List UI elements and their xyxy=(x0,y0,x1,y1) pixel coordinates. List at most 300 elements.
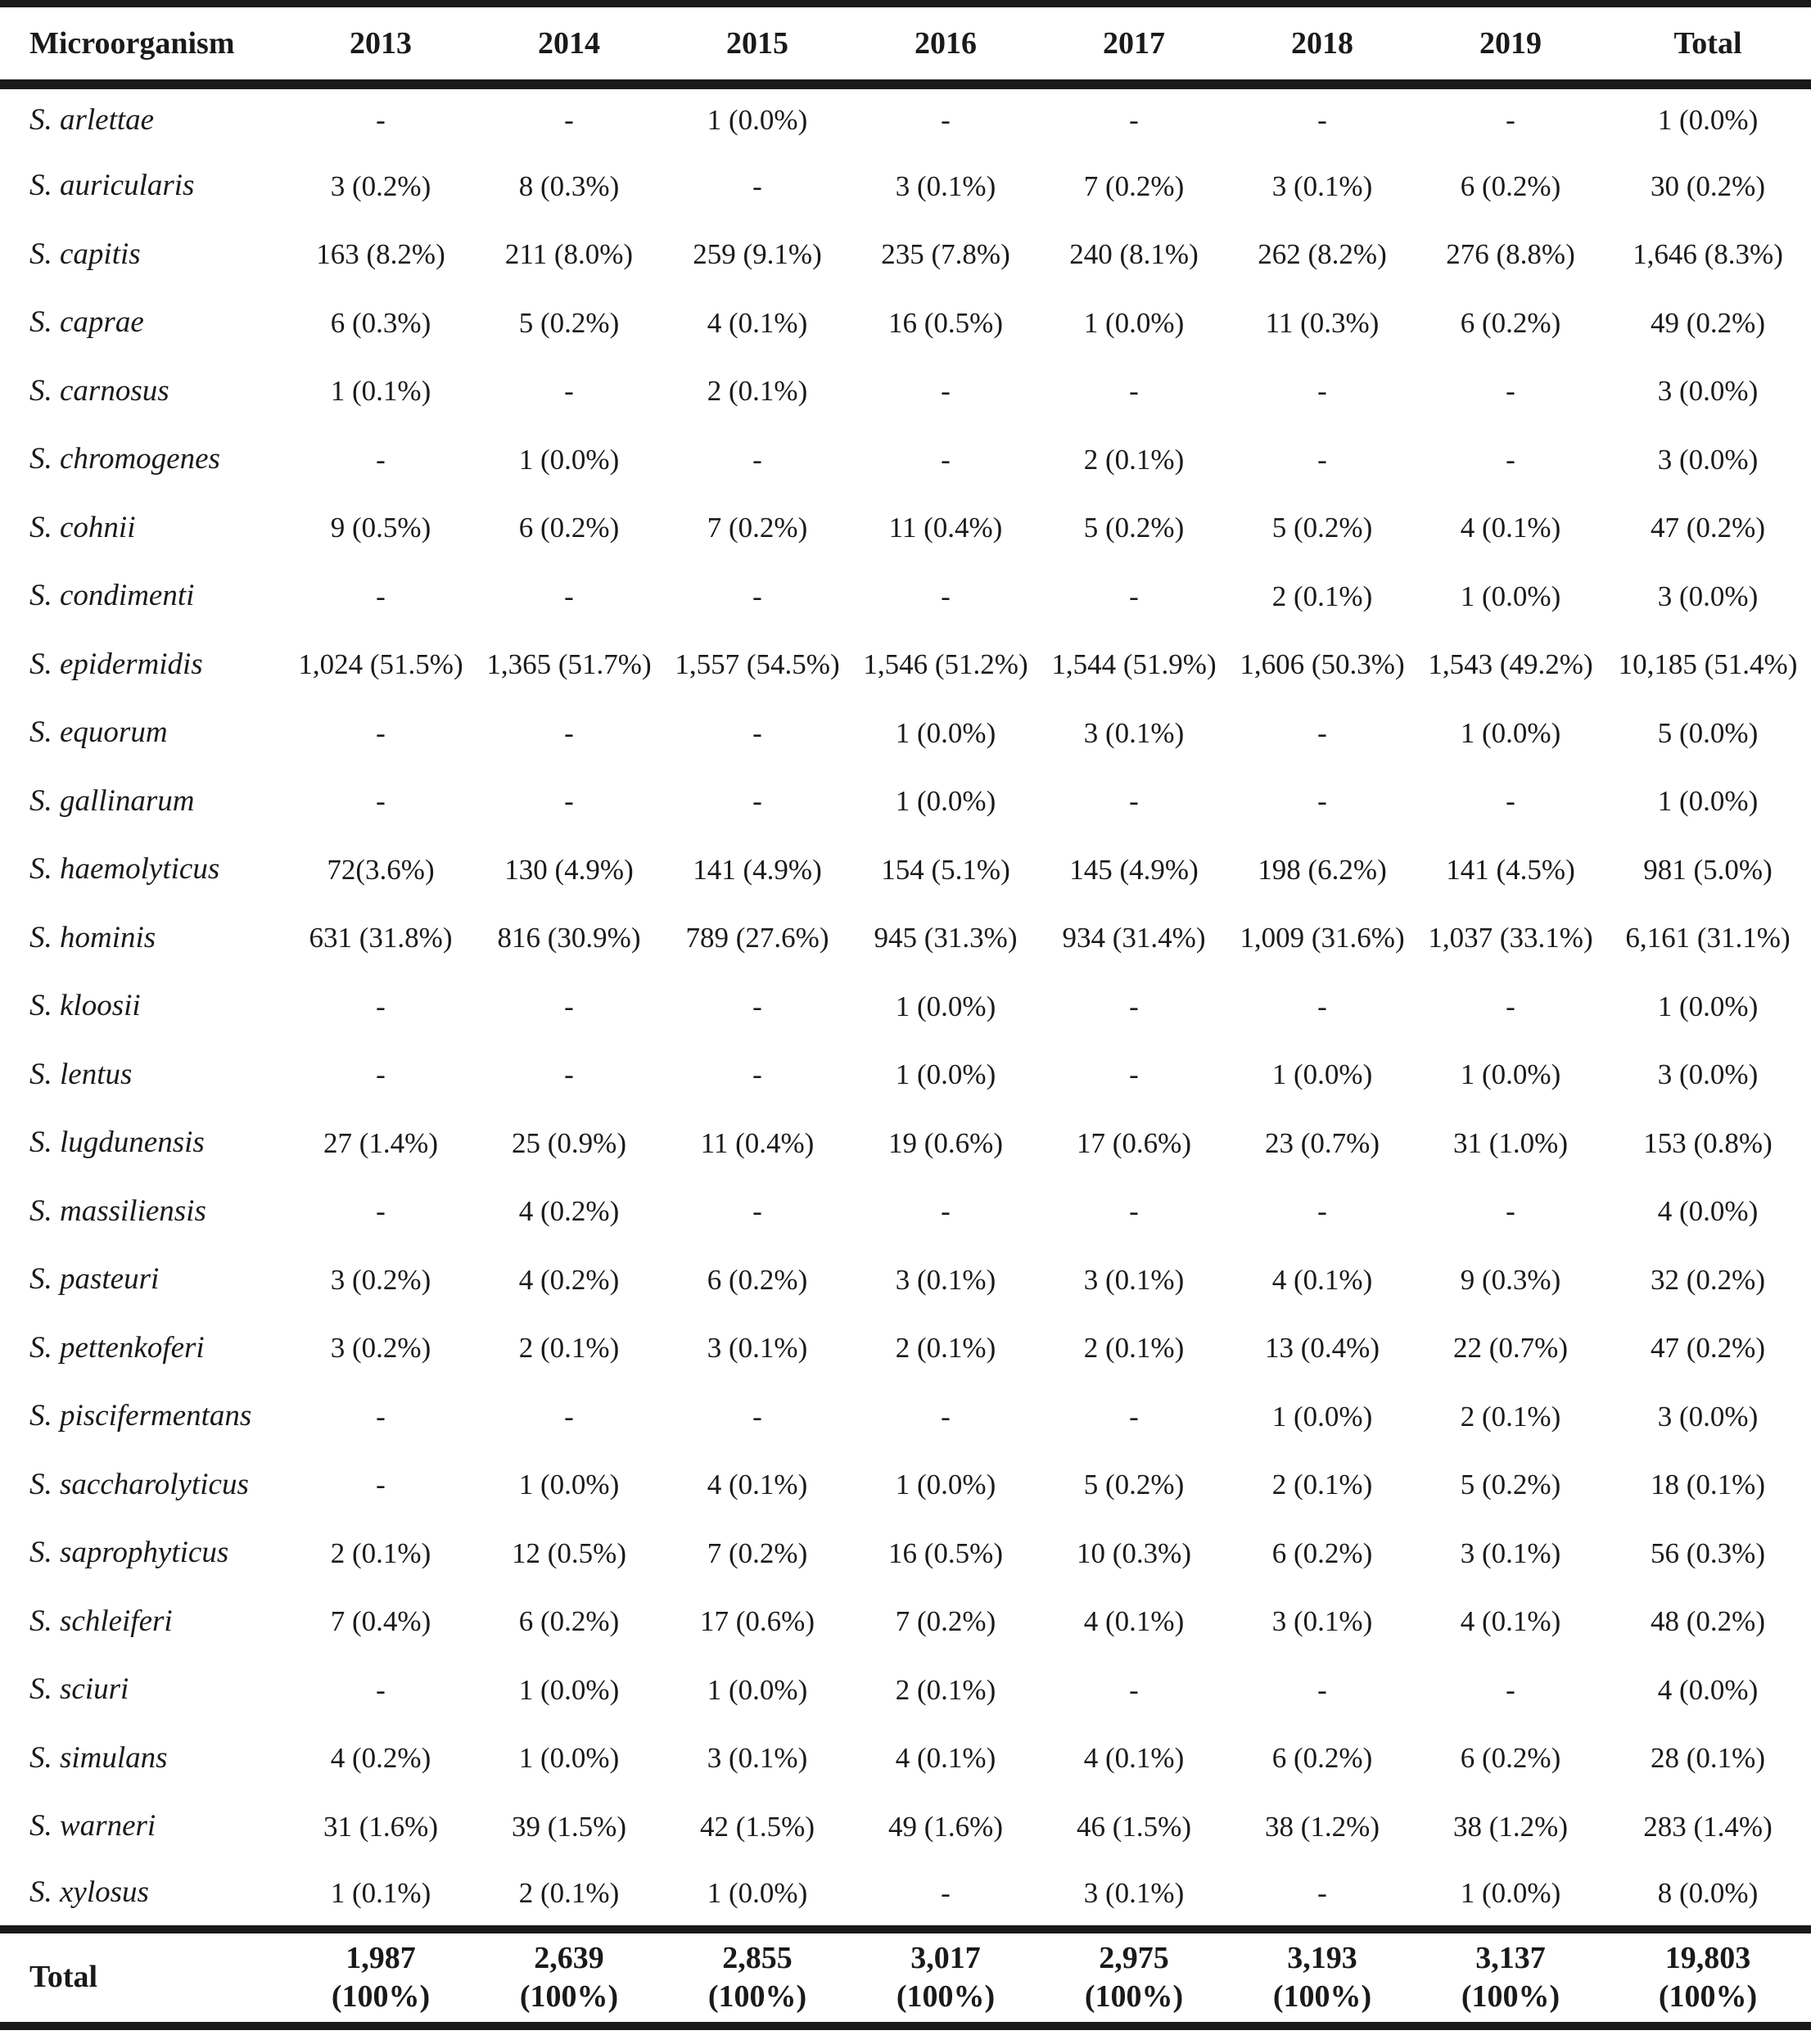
year-cell: 17 (0.6%) xyxy=(700,1605,815,1638)
year-cell: 141 (4.9%) xyxy=(693,853,822,886)
grand-total-cell xyxy=(287,1929,475,2026)
total-count: 1,987 xyxy=(345,1940,416,1975)
total-count: 2,975 xyxy=(1099,1940,1169,1975)
column-header-microorganism: Microorganism xyxy=(0,4,287,84)
row-total-cell: 49 (0.2%) xyxy=(1651,306,1765,339)
column-header-2015: 2015 xyxy=(663,4,851,84)
organism-name: S. schleiferi xyxy=(29,1604,173,1638)
year-cell: 1 (0.0%) xyxy=(1460,1058,1561,1091)
year-cell: 1 (0.0%) xyxy=(1083,306,1185,339)
year-cell: 39 (1.5%) xyxy=(512,1810,626,1843)
organism-name: S. sciuri xyxy=(29,1672,129,1707)
year-cell: - xyxy=(564,1058,574,1091)
year-cell: 38 (1.2%) xyxy=(1453,1810,1568,1843)
year-cell: 1,557 (54.5%) xyxy=(675,648,840,681)
year-cell: 6 (0.2%) xyxy=(1460,169,1561,202)
table-row xyxy=(0,1246,1811,1315)
year-cell: 2 (0.1%) xyxy=(1083,443,1185,476)
year-cell: - xyxy=(564,580,574,612)
row-total-cell: 4 (0.0%) xyxy=(1657,1673,1759,1706)
year-cell: - xyxy=(376,443,386,476)
year-cell: 1 (0.0%) xyxy=(1460,580,1561,612)
year-cell: 1 (0.0%) xyxy=(707,104,808,137)
year-cell: 2 (0.1%) xyxy=(1460,1400,1561,1433)
year-cell: 11 (0.4%) xyxy=(888,512,1003,544)
year-cell: - xyxy=(376,1058,386,1091)
year-cell: 3 (0.1%) xyxy=(707,1332,808,1365)
table-row xyxy=(0,836,1811,905)
year-cell: 2 (0.1%) xyxy=(518,1876,620,1909)
row-total-cell: 153 (0.8%) xyxy=(1643,1126,1773,1159)
organism-name: S. lentus xyxy=(29,1057,133,1091)
year-cell: 22 (0.7%) xyxy=(1453,1332,1568,1365)
year-cell: 25 (0.9%) xyxy=(512,1126,626,1159)
organism-name: S. pettenkoferi xyxy=(29,1330,205,1365)
year-cell: 5 (0.2%) xyxy=(1083,512,1185,544)
year-cell: - xyxy=(752,443,762,476)
table-row xyxy=(0,426,1811,494)
year-cell: - xyxy=(1129,1195,1139,1228)
year-cell: - xyxy=(941,375,951,408)
year-cell: - xyxy=(376,1400,386,1433)
year-cell: - xyxy=(1317,1673,1327,1706)
table-row xyxy=(0,631,1811,700)
organism-name: S. massiliensis xyxy=(29,1193,206,1228)
year-cell: 72(3.6%) xyxy=(327,853,435,886)
year-cell: - xyxy=(1317,990,1327,1022)
total-percent: (100%) xyxy=(896,1979,996,2014)
total-percent: (100%) xyxy=(331,1979,431,2014)
year-cell: 5 (0.2%) xyxy=(518,306,620,339)
year-cell: 2 (0.1%) xyxy=(1083,1332,1185,1365)
table-row xyxy=(0,699,1811,768)
total-percent: (100%) xyxy=(1461,1979,1560,2014)
year-cell: 6 (0.2%) xyxy=(518,512,620,544)
year-cell: 2 (0.1%) xyxy=(330,1536,431,1569)
year-cell: - xyxy=(564,1400,574,1433)
year-cell: 6 (0.2%) xyxy=(1271,1742,1373,1775)
year-cell: - xyxy=(564,785,574,818)
year-cell: - xyxy=(1129,1673,1139,1706)
table-row xyxy=(0,1041,1811,1110)
row-total-cell: 28 (0.1%) xyxy=(1651,1742,1765,1775)
year-cell: 198 (6.2%) xyxy=(1258,853,1387,886)
year-cell: 1 (0.1%) xyxy=(330,1876,431,1909)
year-cell: - xyxy=(376,990,386,1022)
year-cell: 2 (0.1%) xyxy=(518,1332,620,1365)
year-cell: 1,543 (49.2%) xyxy=(1428,648,1593,681)
year-cell: 259 (9.1%) xyxy=(693,238,822,271)
year-cell: - xyxy=(1129,104,1139,137)
year-cell: - xyxy=(941,443,951,476)
year-cell: - xyxy=(376,1673,386,1706)
table-row xyxy=(0,152,1811,221)
column-header-2017: 2017 xyxy=(1040,4,1228,84)
year-cell: 7 (0.2%) xyxy=(707,512,808,544)
organism-name: S. warneri xyxy=(29,1809,156,1843)
total-row xyxy=(0,1929,1811,2026)
year-cell: - xyxy=(752,1195,762,1228)
year-cell: 7 (0.2%) xyxy=(1083,169,1185,202)
year-cell: 19 (0.6%) xyxy=(888,1126,1003,1159)
total-percent: (100%) xyxy=(1658,1979,1758,2014)
year-cell: - xyxy=(564,990,574,1022)
year-cell: - xyxy=(564,375,574,408)
year-cell: 5 (0.2%) xyxy=(1460,1469,1561,1501)
table-row xyxy=(0,1383,1811,1451)
year-cell: 1 (0.0%) xyxy=(707,1876,808,1909)
year-cell: - xyxy=(376,785,386,818)
year-cell: - xyxy=(1317,785,1327,818)
organism-name: S. chromogenes xyxy=(29,442,220,476)
year-cell: 1 (0.0%) xyxy=(518,443,620,476)
table-body xyxy=(0,84,1811,1930)
year-cell: - xyxy=(941,104,951,137)
year-cell: 7 (0.2%) xyxy=(895,1605,996,1638)
table-row xyxy=(0,1178,1811,1247)
total-count: 3,017 xyxy=(910,1940,981,1975)
year-cell: - xyxy=(752,785,762,818)
organism-name: S. epidermidis xyxy=(29,647,203,681)
total-percent: (100%) xyxy=(707,1979,807,2014)
table-row xyxy=(0,905,1811,973)
year-cell: 2 (0.1%) xyxy=(1271,1469,1373,1501)
total-count: 3,137 xyxy=(1475,1940,1546,1975)
year-cell: 2 (0.1%) xyxy=(707,375,808,408)
year-cell: 1 (0.1%) xyxy=(330,375,431,408)
year-cell: - xyxy=(1506,990,1515,1022)
table-row xyxy=(0,1861,1811,1930)
table-footer xyxy=(0,1929,1811,2026)
year-cell: 9 (0.3%) xyxy=(1460,1263,1561,1296)
year-cell: - xyxy=(1317,443,1327,476)
table-row xyxy=(0,1793,1811,1861)
year-cell: 141 (4.5%) xyxy=(1446,853,1575,886)
organism-name: S. arlettae xyxy=(29,102,155,137)
year-cell: 1 (0.0%) xyxy=(1460,1876,1561,1909)
column-header-total: Total xyxy=(1605,4,1811,84)
year-cell: - xyxy=(941,580,951,612)
year-cell: 4 (0.2%) xyxy=(330,1742,431,1775)
year-cell: 6 (0.2%) xyxy=(1271,1536,1373,1569)
year-cell: - xyxy=(1317,104,1327,137)
organism-name: S. hominis xyxy=(29,920,156,954)
organism-name: S. capitis xyxy=(29,237,141,271)
row-total-cell: 1 (0.0%) xyxy=(1657,104,1759,137)
year-cell: - xyxy=(941,1195,951,1228)
year-cell: 1,009 (31.6%) xyxy=(1240,922,1405,954)
year-cell: 23 (0.7%) xyxy=(1265,1126,1380,1159)
year-cell: 1,544 (51.9%) xyxy=(1051,648,1217,681)
year-cell: 3 (0.1%) xyxy=(1083,716,1185,749)
year-cell: 3 (0.1%) xyxy=(1083,1263,1185,1296)
row-total-cell: 30 (0.2%) xyxy=(1651,169,1765,202)
year-cell: 1 (0.0%) xyxy=(707,1673,808,1706)
year-cell: - xyxy=(1506,375,1515,408)
year-cell: - xyxy=(1129,375,1139,408)
year-cell: 3 (0.1%) xyxy=(1083,1876,1185,1909)
row-total-cell: 3 (0.0%) xyxy=(1657,580,1759,612)
year-cell: 4 (0.1%) xyxy=(895,1742,996,1775)
organism-name: S. carnosus xyxy=(29,373,169,408)
column-header-2019: 2019 xyxy=(1416,4,1605,84)
organism-name: S. equorum xyxy=(29,715,168,750)
row-total-cell: 8 (0.0%) xyxy=(1657,1876,1759,1909)
organism-name: S. saprophyticus xyxy=(29,1536,229,1570)
grand-total-cell xyxy=(851,1929,1040,2026)
year-cell: 3 (0.1%) xyxy=(1460,1536,1561,1569)
row-total-cell: 47 (0.2%) xyxy=(1651,1332,1765,1365)
year-cell: 4 (0.1%) xyxy=(1460,512,1561,544)
table-row xyxy=(0,1588,1811,1657)
year-cell: - xyxy=(1506,1673,1515,1706)
year-cell: - xyxy=(752,990,762,1022)
year-cell: - xyxy=(941,1876,951,1909)
year-cell: 42 (1.5%) xyxy=(700,1810,815,1843)
year-cell: 154 (5.1%) xyxy=(881,853,1010,886)
year-cell: 6 (0.2%) xyxy=(707,1263,808,1296)
column-header-2014: 2014 xyxy=(475,4,663,84)
organism-name: S. kloosii xyxy=(29,989,141,1023)
organism-name: S. xylosus xyxy=(29,1875,149,1910)
year-cell: 13 (0.4%) xyxy=(1265,1332,1380,1365)
table-row xyxy=(0,972,1811,1041)
year-cell: 16 (0.5%) xyxy=(888,306,1003,339)
grand-total-cell xyxy=(1228,1929,1416,2026)
year-cell: - xyxy=(1129,580,1139,612)
table-row xyxy=(0,768,1811,837)
organism-name: S. simulans xyxy=(29,1740,168,1775)
year-cell: - xyxy=(1129,785,1139,818)
header-row xyxy=(0,4,1811,84)
grand-total-cell xyxy=(1040,1929,1228,2026)
year-cell: 145 (4.9%) xyxy=(1069,853,1199,886)
organism-name: S. saccharolyticus xyxy=(29,1467,249,1501)
year-cell: 1 (0.0%) xyxy=(1460,716,1561,749)
year-cell: - xyxy=(564,716,574,749)
column-header-2013: 2013 xyxy=(287,4,475,84)
year-cell: 4 (0.1%) xyxy=(1083,1605,1185,1638)
total-label: Total xyxy=(0,1929,287,2026)
year-cell: 12 (0.5%) xyxy=(512,1536,626,1569)
total-count: 2,639 xyxy=(534,1940,604,1975)
year-cell: 945 (31.3%) xyxy=(874,922,1018,954)
year-cell: 816 (30.9%) xyxy=(497,922,641,954)
year-cell: 1 (0.0%) xyxy=(518,1673,620,1706)
year-cell: - xyxy=(376,580,386,612)
year-cell: - xyxy=(1317,716,1327,749)
row-total-cell: 18 (0.1%) xyxy=(1651,1469,1765,1501)
year-cell: 16 (0.5%) xyxy=(888,1536,1003,1569)
row-total-cell: 4 (0.0%) xyxy=(1657,1195,1759,1228)
year-cell: - xyxy=(752,1058,762,1091)
organism-name: S. pasteuri xyxy=(29,1262,160,1297)
year-cell: - xyxy=(1506,104,1515,137)
year-cell: 6 (0.2%) xyxy=(1460,306,1561,339)
year-cell: 38 (1.2%) xyxy=(1265,1810,1380,1843)
year-cell: 3 (0.1%) xyxy=(895,169,996,202)
year-cell: 163 (8.2%) xyxy=(316,238,445,271)
year-cell: 934 (31.4%) xyxy=(1062,922,1206,954)
table-row xyxy=(0,1725,1811,1794)
row-total-cell: 1,646 (8.3%) xyxy=(1633,238,1783,271)
year-cell: 3 (0.1%) xyxy=(707,1742,808,1775)
table-row xyxy=(0,221,1811,290)
year-cell: 240 (8.1%) xyxy=(1069,238,1199,271)
year-cell: 4 (0.1%) xyxy=(1460,1605,1561,1638)
year-cell: 1 (0.0%) xyxy=(895,785,996,818)
organism-name: S. haemolyticus xyxy=(29,852,220,887)
year-cell: - xyxy=(1506,785,1515,818)
year-cell: 3 (0.2%) xyxy=(330,1332,431,1365)
row-total-cell: 3 (0.0%) xyxy=(1657,1400,1759,1433)
year-cell: 1 (0.0%) xyxy=(895,716,996,749)
year-cell: - xyxy=(941,1400,951,1433)
year-cell: - xyxy=(752,716,762,749)
row-total-cell: 47 (0.2%) xyxy=(1651,512,1765,544)
year-cell: 1,024 (51.5%) xyxy=(298,648,463,681)
organism-name: S. cohnii xyxy=(29,510,136,544)
year-cell: 7 (0.2%) xyxy=(707,1536,808,1569)
total-count: 2,855 xyxy=(722,1940,793,1975)
year-cell: 11 (0.3%) xyxy=(1265,306,1380,339)
year-cell: - xyxy=(1317,375,1327,408)
total-count: 19,803 xyxy=(1664,1940,1751,1975)
table-row xyxy=(0,358,1811,426)
year-cell: 3 (0.1%) xyxy=(895,1263,996,1296)
year-cell: - xyxy=(1317,1195,1327,1228)
year-cell: - xyxy=(564,104,574,137)
year-cell: - xyxy=(376,1195,386,1228)
table-row xyxy=(0,1451,1811,1520)
year-cell: 789 (27.6%) xyxy=(685,922,829,954)
year-cell: 631 (31.8%) xyxy=(309,922,453,954)
row-total-cell: 32 (0.2%) xyxy=(1651,1263,1765,1296)
table-row xyxy=(0,1315,1811,1383)
year-cell: - xyxy=(1129,990,1139,1022)
year-cell: 4 (0.2%) xyxy=(518,1195,620,1228)
year-cell: 31 (1.6%) xyxy=(323,1810,438,1843)
row-total-cell: 48 (0.2%) xyxy=(1651,1605,1765,1638)
table-header xyxy=(0,4,1811,84)
year-cell: 1 (0.0%) xyxy=(1271,1400,1373,1433)
row-total-cell: 1 (0.0%) xyxy=(1657,785,1759,818)
total-percent: (100%) xyxy=(1084,1979,1184,2014)
year-cell: 3 (0.1%) xyxy=(1271,169,1373,202)
year-cell: 5 (0.2%) xyxy=(1271,512,1373,544)
year-cell: 1 (0.0%) xyxy=(518,1742,620,1775)
year-cell: - xyxy=(1129,1400,1139,1433)
organism-name: S. caprae xyxy=(29,305,144,340)
row-total-cell: 3 (0.0%) xyxy=(1657,1058,1759,1091)
row-total-cell: 56 (0.3%) xyxy=(1651,1536,1765,1569)
row-total-cell: 6,161 (31.1%) xyxy=(1625,922,1791,954)
year-cell: 130 (4.9%) xyxy=(504,853,634,886)
year-cell: 262 (8.2%) xyxy=(1258,238,1387,271)
row-total-cell: 981 (5.0%) xyxy=(1643,853,1773,886)
year-cell: 6 (0.2%) xyxy=(518,1605,620,1638)
year-cell: 2 (0.1%) xyxy=(895,1673,996,1706)
row-total-cell: 10,185 (51.4%) xyxy=(1618,648,1798,681)
organism-name: S. auricularis xyxy=(29,169,195,203)
table-row xyxy=(0,1109,1811,1178)
year-cell: - xyxy=(752,169,762,202)
table-row xyxy=(0,562,1811,631)
year-cell: 10 (0.3%) xyxy=(1077,1536,1191,1569)
year-cell: 1,365 (51.7%) xyxy=(486,648,652,681)
table-row xyxy=(0,1656,1811,1725)
grand-total-cell xyxy=(475,1929,663,2026)
total-percent: (100%) xyxy=(519,1979,619,2014)
year-cell: 4 (0.1%) xyxy=(1271,1263,1373,1296)
year-cell: 1,606 (50.3%) xyxy=(1240,648,1405,681)
year-cell: 8 (0.3%) xyxy=(518,169,620,202)
row-total-cell: 1 (0.0%) xyxy=(1657,990,1759,1022)
year-cell: - xyxy=(1506,443,1515,476)
total-percent: (100%) xyxy=(1272,1979,1372,2014)
row-total-cell: 3 (0.0%) xyxy=(1657,375,1759,408)
year-cell: 11 (0.4%) xyxy=(700,1126,815,1159)
year-cell: 4 (0.1%) xyxy=(707,1469,808,1501)
year-cell: 46 (1.5%) xyxy=(1077,1810,1191,1843)
year-cell: 17 (0.6%) xyxy=(1077,1126,1191,1159)
year-cell: 1 (0.0%) xyxy=(895,1469,996,1501)
row-total-cell: 5 (0.0%) xyxy=(1657,716,1759,749)
year-cell: 3 (0.2%) xyxy=(330,1263,431,1296)
table-row xyxy=(0,289,1811,358)
year-cell: 3 (0.2%) xyxy=(330,169,431,202)
year-cell: - xyxy=(376,716,386,749)
year-cell: 7 (0.4%) xyxy=(330,1605,431,1638)
year-cell: 2 (0.1%) xyxy=(1271,580,1373,612)
year-cell: - xyxy=(1129,1058,1139,1091)
grand-total-cell xyxy=(1416,1929,1605,2026)
year-cell: 4 (0.2%) xyxy=(518,1263,620,1296)
year-cell: 276 (8.8%) xyxy=(1446,238,1575,271)
year-cell: - xyxy=(752,580,762,612)
year-cell: - xyxy=(752,1400,762,1433)
year-cell: 4 (0.1%) xyxy=(707,306,808,339)
year-cell: - xyxy=(376,104,386,137)
table-row xyxy=(0,494,1811,563)
year-cell: 1 (0.0%) xyxy=(1271,1058,1373,1091)
year-cell: 4 (0.1%) xyxy=(1083,1742,1185,1775)
year-cell: 211 (8.0%) xyxy=(504,238,634,271)
year-cell: 6 (0.2%) xyxy=(1460,1742,1561,1775)
year-cell: 1,546 (51.2%) xyxy=(863,648,1028,681)
year-cell: 1 (0.0%) xyxy=(895,1058,996,1091)
organism-name: S. gallinarum xyxy=(29,783,195,818)
organism-name: S. piscifermentans xyxy=(29,1399,252,1433)
year-cell: 5 (0.2%) xyxy=(1083,1469,1185,1501)
organism-name: S. condimenti xyxy=(29,579,195,613)
organism-name: S. lugdunensis xyxy=(29,1126,205,1160)
year-cell: 235 (7.8%) xyxy=(881,238,1010,271)
year-cell: - xyxy=(376,1469,386,1501)
column-header-2016: 2016 xyxy=(851,4,1040,84)
table-row xyxy=(0,84,1811,153)
year-cell: 27 (1.4%) xyxy=(323,1126,438,1159)
year-cell: 1,037 (33.1%) xyxy=(1428,922,1593,954)
year-cell: - xyxy=(1506,1195,1515,1228)
year-cell: 49 (1.6%) xyxy=(888,1810,1003,1843)
grand-total-cell xyxy=(663,1929,851,2026)
column-header-2018: 2018 xyxy=(1228,4,1416,84)
row-total-cell: 3 (0.0%) xyxy=(1657,443,1759,476)
year-cell: 1 (0.0%) xyxy=(895,990,996,1022)
total-count: 3,193 xyxy=(1287,1940,1357,1975)
year-cell: 9 (0.5%) xyxy=(330,512,431,544)
